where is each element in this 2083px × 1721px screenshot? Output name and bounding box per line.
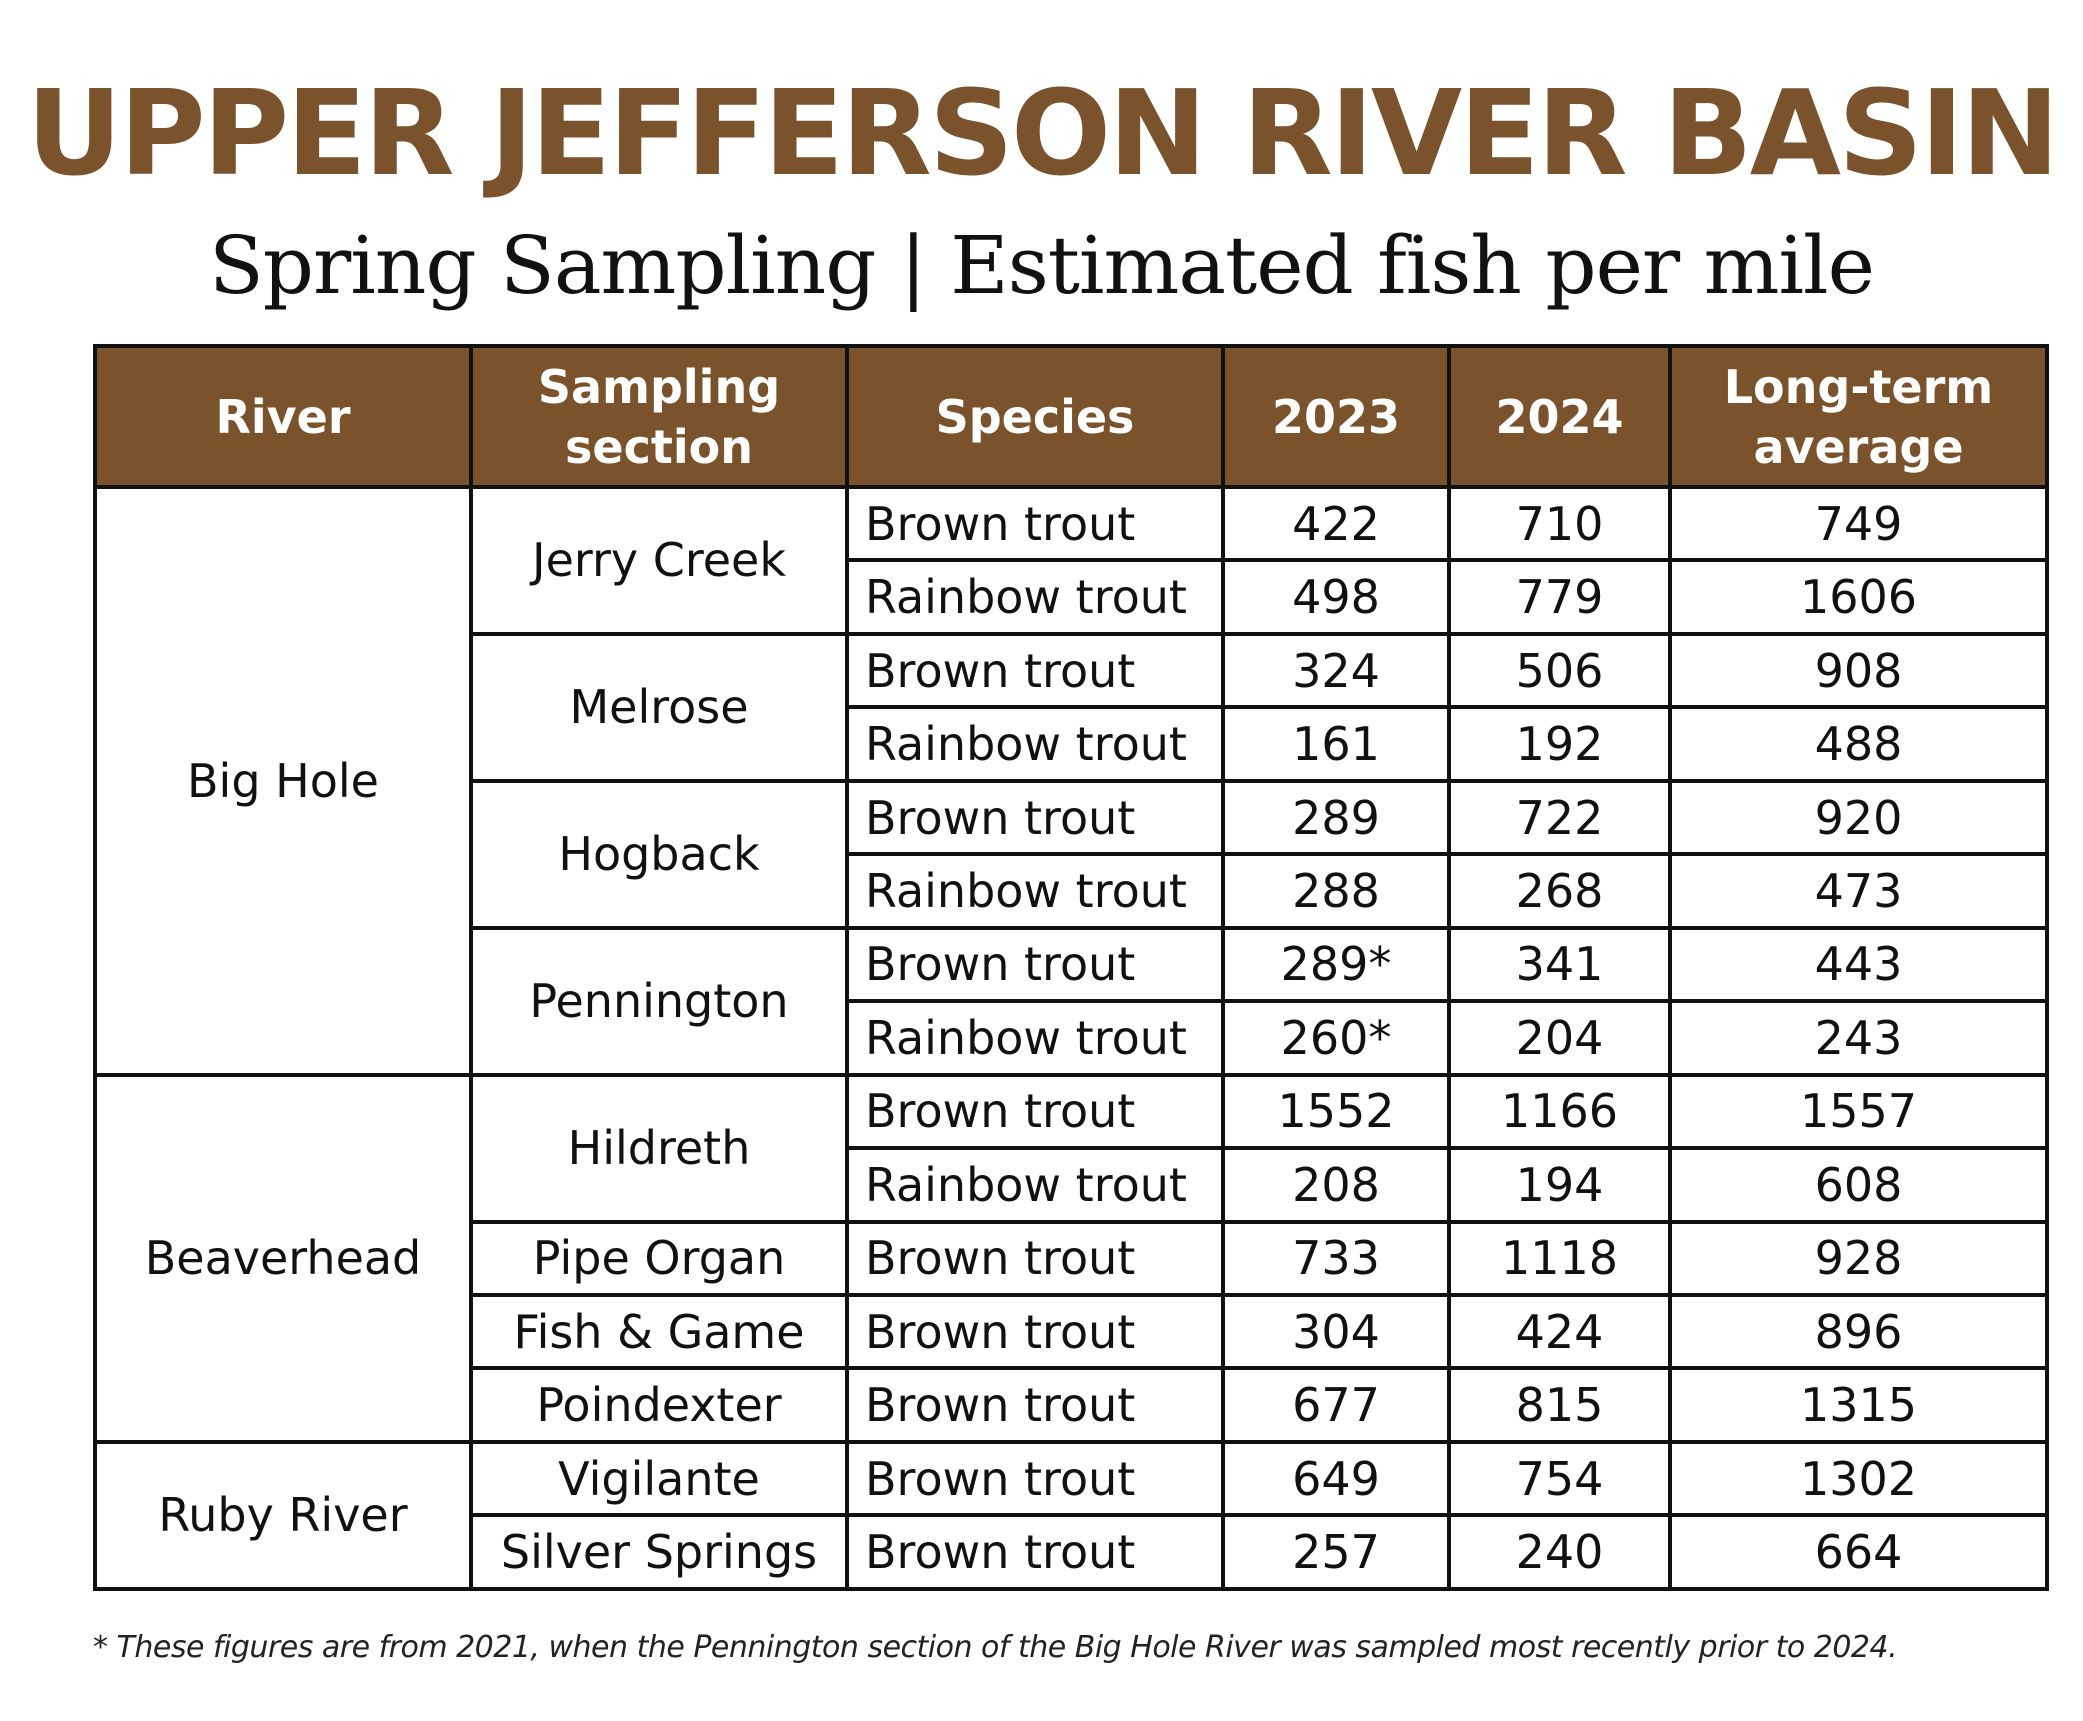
cell-species: Brown trout — [847, 1515, 1223, 1589]
column-header-long-term-average: Long-term average — [1670, 346, 2047, 487]
cell-species: Brown trout — [847, 781, 1223, 854]
cell-2024: 192 — [1449, 707, 1670, 780]
column-header-2024: 2024 — [1449, 346, 1670, 487]
cell-2024: 341 — [1449, 928, 1670, 1001]
fish-table — [93, 344, 2049, 1591]
cell-sampling-section: Poindexter — [471, 1368, 847, 1441]
cell-sampling-section: Hildreth — [471, 1075, 847, 1222]
cell-long-term-average: 908 — [1670, 634, 2047, 707]
cell-river: Beaverhead — [95, 1075, 471, 1442]
cell-2023: 304 — [1223, 1295, 1449, 1368]
cell-long-term-average: 1302 — [1670, 1442, 2047, 1515]
cell-species: Rainbow trout — [847, 854, 1223, 927]
cell-river: Big Hole — [95, 487, 471, 1075]
cell-long-term-average: 1606 — [1670, 560, 2047, 633]
cell-2023: 208 — [1223, 1148, 1449, 1221]
cell-long-term-average: 920 — [1670, 781, 2047, 854]
cell-long-term-average: 1557 — [1670, 1075, 2047, 1148]
cell-sampling-section: Pipe Organ — [471, 1222, 847, 1295]
cell-long-term-average: 749 — [1670, 487, 2047, 560]
cell-species: Brown trout — [847, 928, 1223, 1001]
cell-species: Rainbow trout — [847, 1001, 1223, 1074]
column-header-species: Species — [847, 346, 1223, 487]
cell-long-term-average: 896 — [1670, 1295, 2047, 1368]
cell-2023: 649 — [1223, 1442, 1449, 1515]
cell-sampling-section: Hogback — [471, 781, 847, 928]
cell-2024: 754 — [1449, 1442, 1670, 1515]
column-header-2023: 2023 — [1223, 346, 1449, 487]
cell-long-term-average: 473 — [1670, 854, 2047, 927]
cell-2023: 733 — [1223, 1222, 1449, 1295]
header-row — [95, 346, 2047, 487]
cell-2024: 722 — [1449, 781, 1670, 854]
cell-2024: 1166 — [1449, 1075, 1670, 1148]
cell-2023: 677 — [1223, 1368, 1449, 1441]
table-row — [95, 1442, 2047, 1515]
cell-long-term-average: 928 — [1670, 1222, 2047, 1295]
table-body — [95, 487, 2047, 1589]
cell-species: Brown trout — [847, 1368, 1223, 1441]
cell-species: Brown trout — [847, 487, 1223, 560]
cell-sampling-section: Fish & Game — [471, 1295, 847, 1368]
page-subtitle: Spring Sampling | Estimated fish per mile — [209, 219, 1874, 312]
cell-2023: 288 — [1223, 854, 1449, 927]
cell-sampling-section: Jerry Creek — [471, 487, 847, 634]
column-header-sampling-section: Sampling section — [471, 346, 847, 487]
cell-sampling-section: Vigilante — [471, 1442, 847, 1515]
cell-species: Brown trout — [847, 1222, 1223, 1295]
cell-species: Brown trout — [847, 1442, 1223, 1515]
cell-2023: 260* — [1223, 1001, 1449, 1074]
cell-2024: 424 — [1449, 1295, 1670, 1368]
cell-2024: 815 — [1449, 1368, 1670, 1441]
cell-species: Brown trout — [847, 1075, 1223, 1148]
cell-species: Rainbow trout — [847, 1148, 1223, 1221]
table-row — [95, 1075, 2047, 1148]
cell-species: Brown trout — [847, 1295, 1223, 1368]
cell-2024: 710 — [1449, 487, 1670, 560]
cell-long-term-average: 488 — [1670, 707, 2047, 780]
cell-long-term-average: 243 — [1670, 1001, 2047, 1074]
cell-river: Ruby River — [95, 1442, 471, 1589]
cell-sampling-section: Pennington — [471, 928, 847, 1075]
cell-2023: 324 — [1223, 634, 1449, 707]
cell-sampling-section: Melrose — [471, 634, 847, 781]
cell-2024: 779 — [1449, 560, 1670, 633]
table-row — [95, 487, 2047, 560]
cell-2023: 161 — [1223, 707, 1449, 780]
cell-species: Rainbow trout — [847, 560, 1223, 633]
page-title: UPPER JEFFERSON RIVER BASIN — [26, 64, 2057, 202]
cell-2023: 289 — [1223, 781, 1449, 854]
cell-2024: 204 — [1449, 1001, 1670, 1074]
cell-long-term-average: 1315 — [1670, 1368, 2047, 1441]
cell-2023: 498 — [1223, 560, 1449, 633]
cell-2024: 268 — [1449, 854, 1670, 927]
cell-sampling-section: Silver Springs — [471, 1515, 847, 1589]
cell-long-term-average: 608 — [1670, 1148, 2047, 1221]
footnote: * These figures are from 2021, when the Pennington section of the Big Hole River was sampled most recently prior to 2024. — [93, 1630, 1898, 1665]
cell-2023: 289* — [1223, 928, 1449, 1001]
column-header-river: River — [95, 346, 471, 487]
cell-2024: 194 — [1449, 1148, 1670, 1221]
cell-2023: 257 — [1223, 1515, 1449, 1589]
cell-long-term-average: 664 — [1670, 1515, 2047, 1589]
cell-2023: 1552 — [1223, 1075, 1449, 1148]
cell-species: Brown trout — [847, 634, 1223, 707]
cell-species: Rainbow trout — [847, 707, 1223, 780]
cell-2024: 506 — [1449, 634, 1670, 707]
cell-2024: 240 — [1449, 1515, 1670, 1589]
cell-long-term-average: 443 — [1670, 928, 2047, 1001]
cell-2024: 1118 — [1449, 1222, 1670, 1295]
cell-2023: 422 — [1223, 487, 1449, 560]
